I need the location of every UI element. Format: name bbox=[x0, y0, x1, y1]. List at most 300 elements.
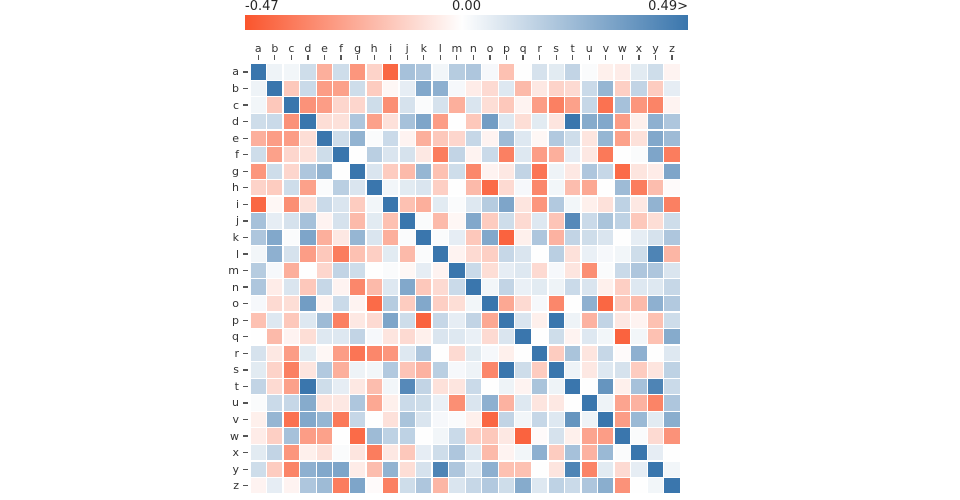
heatmap-cell bbox=[317, 313, 332, 328]
y-tick bbox=[243, 171, 248, 172]
heatmap-cell bbox=[648, 81, 663, 96]
x-axis-label: x bbox=[635, 42, 643, 55]
heatmap-cell bbox=[251, 313, 266, 328]
heatmap-cell bbox=[598, 412, 613, 427]
heatmap-cell bbox=[449, 395, 464, 410]
heatmap-cell bbox=[284, 197, 299, 212]
heatmap-cell bbox=[383, 445, 398, 460]
heatmap-cell bbox=[615, 230, 630, 245]
y-axis-label: m bbox=[228, 264, 239, 278]
heatmap-cell bbox=[482, 81, 497, 96]
heatmap-cell bbox=[267, 395, 282, 410]
heatmap-cell bbox=[317, 131, 332, 146]
heatmap-cell bbox=[350, 131, 365, 146]
heatmap-cell bbox=[615, 213, 630, 228]
heatmap-cell bbox=[664, 180, 679, 195]
heatmap-cell bbox=[549, 313, 564, 328]
heatmap-cell bbox=[350, 412, 365, 427]
heatmap-cell bbox=[565, 97, 580, 112]
heatmap-cell bbox=[565, 395, 580, 410]
heatmap-cell bbox=[317, 395, 332, 410]
heatmap-cell bbox=[350, 213, 365, 228]
heatmap-cell bbox=[300, 296, 315, 311]
heatmap-cell bbox=[300, 279, 315, 294]
heatmap-cell bbox=[648, 180, 663, 195]
heatmap-cell bbox=[598, 197, 613, 212]
y-axis-label: k bbox=[232, 230, 239, 244]
heatmap-cell bbox=[582, 114, 597, 129]
heatmap-cell bbox=[300, 379, 315, 394]
heatmap-cell bbox=[416, 445, 431, 460]
heatmap-cell bbox=[400, 246, 415, 261]
heatmap-cell bbox=[300, 131, 315, 146]
heatmap-cell bbox=[598, 296, 613, 311]
heatmap-cell bbox=[400, 395, 415, 410]
heatmap-cell bbox=[350, 114, 365, 129]
heatmap-cell bbox=[664, 395, 679, 410]
heatmap-cell bbox=[549, 428, 564, 443]
heatmap-cell bbox=[499, 147, 514, 162]
heatmap-cell bbox=[300, 428, 315, 443]
heatmap-cell bbox=[267, 329, 282, 344]
heatmap-cell bbox=[565, 197, 580, 212]
heatmap-cell bbox=[333, 81, 348, 96]
heatmap-cell bbox=[300, 445, 315, 460]
y-tick bbox=[243, 386, 248, 387]
heatmap-cell bbox=[333, 478, 348, 493]
heatmap-cell bbox=[251, 412, 266, 427]
heatmap-cell bbox=[499, 313, 514, 328]
heatmap-cell bbox=[664, 197, 679, 212]
heatmap-cell bbox=[333, 329, 348, 344]
heatmap-cell bbox=[416, 478, 431, 493]
heatmap-cell bbox=[433, 64, 448, 79]
heatmap-cell bbox=[449, 81, 464, 96]
heatmap-cell bbox=[598, 97, 613, 112]
heatmap-cell bbox=[648, 379, 663, 394]
heatmap-cell bbox=[466, 97, 481, 112]
heatmap-cell bbox=[615, 296, 630, 311]
heatmap-cell bbox=[631, 180, 646, 195]
heatmap-cell bbox=[350, 445, 365, 460]
heatmap-cell bbox=[549, 230, 564, 245]
x-axis-label: y bbox=[652, 42, 659, 55]
heatmap-cell bbox=[367, 313, 382, 328]
heatmap-cell bbox=[482, 131, 497, 146]
heatmap-cell bbox=[582, 164, 597, 179]
heatmap-cell bbox=[598, 313, 613, 328]
y-axis-label: t bbox=[234, 379, 239, 393]
heatmap-cell bbox=[367, 478, 382, 493]
heatmap-cell bbox=[582, 230, 597, 245]
heatmap-cell bbox=[449, 478, 464, 493]
heatmap-cell bbox=[251, 197, 266, 212]
heatmap-cell bbox=[416, 346, 431, 361]
heatmap-cell bbox=[466, 279, 481, 294]
heatmap-cell bbox=[433, 462, 448, 477]
heatmap-cell bbox=[367, 428, 382, 443]
heatmap-cell bbox=[267, 131, 282, 146]
heatmap-cell bbox=[400, 81, 415, 96]
x-axis-label: v bbox=[602, 42, 610, 55]
heatmap-cell bbox=[367, 213, 382, 228]
heatmap-cell bbox=[433, 296, 448, 311]
heatmap-cell bbox=[333, 445, 348, 460]
heatmap-cell bbox=[416, 329, 431, 344]
heatmap-cell bbox=[466, 412, 481, 427]
y-axis-label: g bbox=[232, 164, 239, 178]
heatmap-cell bbox=[532, 395, 547, 410]
heatmap-cell bbox=[251, 131, 266, 146]
heatmap-cell bbox=[582, 329, 597, 344]
heatmap-cell bbox=[482, 478, 497, 493]
heatmap-cell bbox=[582, 313, 597, 328]
heatmap-cell bbox=[631, 197, 646, 212]
heatmap-cell bbox=[251, 114, 266, 129]
heatmap-cell bbox=[615, 263, 630, 278]
heatmap-cell bbox=[532, 279, 547, 294]
heatmap-cell bbox=[648, 412, 663, 427]
heatmap-cell bbox=[449, 64, 464, 79]
heatmap-cell bbox=[631, 412, 646, 427]
heatmap-cell bbox=[251, 346, 266, 361]
heatmap-cell bbox=[631, 81, 646, 96]
heatmap-cell bbox=[317, 362, 332, 377]
heatmap-cell bbox=[284, 230, 299, 245]
x-axis-label: n bbox=[469, 42, 477, 55]
y-axis-label: p bbox=[232, 313, 239, 327]
x-axis-label: a bbox=[254, 42, 262, 55]
y-axis-label: o bbox=[232, 297, 239, 311]
heatmap-cell bbox=[416, 230, 431, 245]
heatmap-cell bbox=[449, 412, 464, 427]
heatmap-cell bbox=[499, 478, 514, 493]
heatmap-cell bbox=[333, 362, 348, 377]
heatmap-cell bbox=[367, 230, 382, 245]
heatmap-cell bbox=[333, 246, 348, 261]
heatmap-cell bbox=[549, 81, 564, 96]
heatmap-cell bbox=[664, 412, 679, 427]
heatmap-cell bbox=[565, 346, 580, 361]
heatmap-cell bbox=[499, 164, 514, 179]
heatmap-cell bbox=[466, 478, 481, 493]
heatmap-cell bbox=[466, 230, 481, 245]
heatmap-cell bbox=[482, 213, 497, 228]
heatmap-cell bbox=[549, 131, 564, 146]
heatmap-cell bbox=[598, 346, 613, 361]
x-tick bbox=[589, 55, 590, 60]
heatmap-cell bbox=[400, 131, 415, 146]
heatmap-cell bbox=[598, 379, 613, 394]
heatmap-cell bbox=[367, 263, 382, 278]
heatmap-cell bbox=[582, 180, 597, 195]
heatmap-cell bbox=[367, 279, 382, 294]
heatmap-cell bbox=[532, 412, 547, 427]
heatmap-cell bbox=[664, 296, 679, 311]
x-tick bbox=[556, 55, 557, 60]
heatmap-cell bbox=[449, 97, 464, 112]
heatmap-cell bbox=[300, 346, 315, 361]
heatmap-cell bbox=[598, 329, 613, 344]
heatmap-cell bbox=[515, 164, 530, 179]
heatmap-cell bbox=[333, 395, 348, 410]
heatmap-cell bbox=[400, 462, 415, 477]
legend-min-label: -0.47 bbox=[245, 0, 279, 14]
heatmap-cell bbox=[284, 346, 299, 361]
heatmap-cell bbox=[482, 263, 497, 278]
heatmap-cell bbox=[549, 412, 564, 427]
heatmap-cell bbox=[648, 213, 663, 228]
heatmap-cell bbox=[631, 114, 646, 129]
heatmap-cell bbox=[532, 263, 547, 278]
heatmap-cell bbox=[615, 412, 630, 427]
heatmap-cell bbox=[549, 379, 564, 394]
heatmap-cell bbox=[350, 279, 365, 294]
heatmap-cell bbox=[284, 445, 299, 460]
heatmap-cell bbox=[267, 97, 282, 112]
heatmap-cell bbox=[466, 462, 481, 477]
heatmap-cell bbox=[333, 379, 348, 394]
y-tick bbox=[243, 187, 248, 188]
heatmap-cell bbox=[433, 279, 448, 294]
heatmap-cell bbox=[631, 379, 646, 394]
heatmap-cell bbox=[251, 428, 266, 443]
heatmap-cell bbox=[482, 64, 497, 79]
heatmap-cell bbox=[565, 180, 580, 195]
heatmap-cell bbox=[449, 296, 464, 311]
heatmap-cell bbox=[664, 478, 679, 493]
heatmap-cell bbox=[532, 64, 547, 79]
heatmap-cell bbox=[648, 362, 663, 377]
y-axis-label: v bbox=[232, 413, 239, 427]
y-tick bbox=[243, 138, 248, 139]
heatmap-cell bbox=[515, 64, 530, 79]
heatmap-cell bbox=[631, 64, 646, 79]
x-tick bbox=[655, 55, 656, 60]
heatmap-cell bbox=[367, 379, 382, 394]
x-axis-label: z bbox=[669, 42, 675, 55]
heatmap-cell bbox=[433, 180, 448, 195]
heatmap-cell bbox=[631, 97, 646, 112]
heatmap-cell bbox=[433, 313, 448, 328]
heatmap-cell bbox=[482, 395, 497, 410]
heatmap-cell bbox=[251, 279, 266, 294]
heatmap-cell bbox=[582, 246, 597, 261]
heatmap-cell bbox=[482, 197, 497, 212]
heatmap-cell bbox=[582, 445, 597, 460]
heatmap-cell bbox=[383, 180, 398, 195]
heatmap-cell bbox=[499, 97, 514, 112]
heatmap-cell bbox=[515, 230, 530, 245]
heatmap-cell bbox=[267, 412, 282, 427]
heatmap-cell bbox=[582, 131, 597, 146]
heatmap-cell bbox=[350, 197, 365, 212]
heatmap-cell bbox=[582, 346, 597, 361]
heatmap-cell bbox=[515, 428, 530, 443]
heatmap-cell bbox=[515, 445, 530, 460]
x-tick bbox=[307, 55, 308, 60]
x-tick bbox=[407, 55, 408, 60]
heatmap-cell bbox=[251, 64, 266, 79]
heatmap-cell bbox=[565, 313, 580, 328]
heatmap-cell bbox=[433, 478, 448, 493]
heatmap-cell bbox=[333, 263, 348, 278]
x-axis-label: s bbox=[553, 42, 560, 55]
heatmap-cell bbox=[499, 362, 514, 377]
heatmap-cell bbox=[499, 329, 514, 344]
x-axis-label: e bbox=[321, 42, 328, 55]
x-tick bbox=[456, 55, 457, 60]
heatmap-cell bbox=[582, 81, 597, 96]
y-axis-label: f bbox=[235, 148, 239, 162]
x-tick bbox=[390, 55, 391, 60]
heatmap-cell bbox=[466, 213, 481, 228]
heatmap-cell bbox=[267, 346, 282, 361]
heatmap-cell bbox=[284, 329, 299, 344]
heatmap-cell bbox=[499, 296, 514, 311]
x-axis-label: i bbox=[389, 42, 393, 55]
heatmap-cell bbox=[515, 279, 530, 294]
heatmap-cell bbox=[515, 147, 530, 162]
heatmap-cell bbox=[615, 428, 630, 443]
heatmap-cell bbox=[267, 197, 282, 212]
heatmap-cell bbox=[499, 412, 514, 427]
heatmap-cell bbox=[615, 114, 630, 129]
y-axis-label: e bbox=[232, 131, 239, 145]
heatmap-cell bbox=[664, 246, 679, 261]
heatmap-cell bbox=[400, 428, 415, 443]
heatmap-cell bbox=[549, 329, 564, 344]
heatmap-cell bbox=[333, 114, 348, 129]
heatmap-cell bbox=[532, 462, 547, 477]
heatmap-cell bbox=[367, 81, 382, 96]
heatmap-cell bbox=[582, 197, 597, 212]
heatmap-cell bbox=[284, 279, 299, 294]
heatmap-cell bbox=[582, 296, 597, 311]
heatmap-cell bbox=[515, 296, 530, 311]
heatmap-cell bbox=[615, 180, 630, 195]
heatmap-cell bbox=[515, 313, 530, 328]
y-axis-label: x bbox=[232, 446, 239, 460]
heatmap-cell bbox=[515, 131, 530, 146]
heatmap-cell bbox=[664, 147, 679, 162]
heatmap-cell bbox=[449, 197, 464, 212]
heatmap-cell bbox=[449, 279, 464, 294]
heatmap-cell bbox=[482, 164, 497, 179]
heatmap-cell bbox=[367, 64, 382, 79]
heatmap-cell bbox=[499, 263, 514, 278]
heatmap-cell bbox=[549, 197, 564, 212]
heatmap-cell bbox=[449, 213, 464, 228]
heatmap-cell bbox=[416, 296, 431, 311]
heatmap-cell bbox=[433, 197, 448, 212]
heatmap-cell bbox=[549, 246, 564, 261]
y-tick bbox=[243, 237, 248, 238]
y-tick bbox=[243, 336, 248, 337]
heatmap-cell bbox=[532, 213, 547, 228]
heatmap-cell bbox=[648, 279, 663, 294]
x-axis-label: p bbox=[503, 42, 511, 55]
heatmap-cell bbox=[532, 114, 547, 129]
heatmap-cell bbox=[615, 313, 630, 328]
heatmap-cell bbox=[466, 346, 481, 361]
heatmap-cell bbox=[549, 114, 564, 129]
heatmap-cell bbox=[267, 180, 282, 195]
heatmap-cell bbox=[499, 114, 514, 129]
heatmap-cell bbox=[532, 230, 547, 245]
heatmap-cell bbox=[416, 279, 431, 294]
heatmap-cell bbox=[317, 296, 332, 311]
heatmap-cell bbox=[300, 147, 315, 162]
y-axis-label: d bbox=[232, 115, 239, 129]
heatmap-cell bbox=[449, 147, 464, 162]
heatmap-cell bbox=[549, 180, 564, 195]
heatmap-cell bbox=[433, 379, 448, 394]
heatmap-cell bbox=[367, 147, 382, 162]
heatmap-cell bbox=[648, 296, 663, 311]
heatmap-cell bbox=[631, 279, 646, 294]
heatmap-cell bbox=[598, 131, 613, 146]
heatmap-cell bbox=[317, 64, 332, 79]
heatmap-cell bbox=[267, 478, 282, 493]
x-tick bbox=[489, 55, 490, 60]
heatmap-cell bbox=[317, 180, 332, 195]
heatmap-cell bbox=[664, 379, 679, 394]
heatmap-cell bbox=[499, 346, 514, 361]
heatmap-cell bbox=[648, 164, 663, 179]
heatmap-cell bbox=[631, 362, 646, 377]
heatmap-cell bbox=[582, 478, 597, 493]
heatmap-cell bbox=[664, 131, 679, 146]
heatmap-cell bbox=[598, 263, 613, 278]
heatmap-cell bbox=[350, 428, 365, 443]
heatmap-cell bbox=[400, 164, 415, 179]
y-tick bbox=[243, 303, 248, 304]
heatmap-cell bbox=[251, 263, 266, 278]
heatmap-cell bbox=[482, 346, 497, 361]
heatmap-cell bbox=[367, 197, 382, 212]
heatmap-cell bbox=[251, 379, 266, 394]
heatmap-cell bbox=[267, 213, 282, 228]
heatmap-cell bbox=[582, 412, 597, 427]
y-tick bbox=[243, 104, 248, 105]
heatmap-cell bbox=[267, 230, 282, 245]
heatmap-cell bbox=[416, 81, 431, 96]
heatmap-cell bbox=[317, 478, 332, 493]
heatmap-cell bbox=[300, 313, 315, 328]
heatmap-cell bbox=[383, 395, 398, 410]
heatmap-cell bbox=[400, 114, 415, 129]
heatmap-cell bbox=[251, 230, 266, 245]
heatmap-cell bbox=[300, 97, 315, 112]
y-tick bbox=[243, 121, 248, 122]
heatmap-cell bbox=[532, 180, 547, 195]
y-tick bbox=[243, 320, 248, 321]
heatmap-cell bbox=[300, 164, 315, 179]
heatmap-cell bbox=[333, 279, 348, 294]
heatmap-cell bbox=[532, 445, 547, 460]
heatmap-cell bbox=[631, 213, 646, 228]
heatmap-cell bbox=[582, 147, 597, 162]
x-tick bbox=[440, 55, 441, 60]
heatmap-cell bbox=[582, 379, 597, 394]
heatmap-cell bbox=[400, 230, 415, 245]
heatmap-cell bbox=[598, 428, 613, 443]
heatmap-cell bbox=[416, 395, 431, 410]
heatmap-cell bbox=[317, 81, 332, 96]
heatmap-cell bbox=[648, 64, 663, 79]
heatmap-cell bbox=[416, 428, 431, 443]
